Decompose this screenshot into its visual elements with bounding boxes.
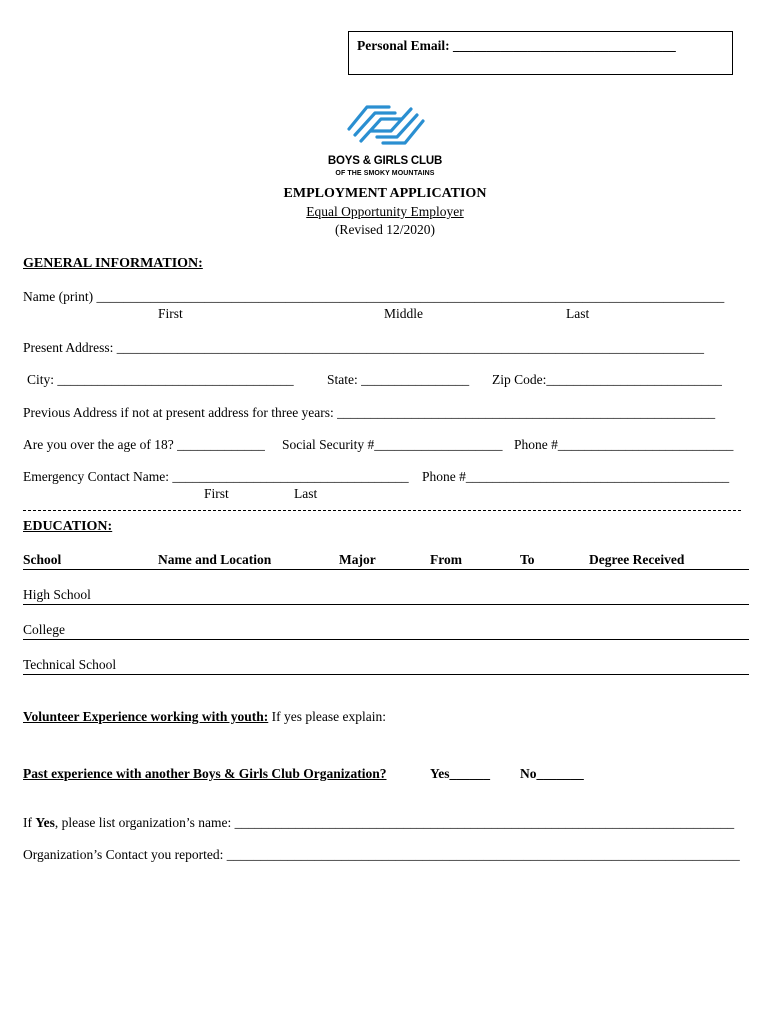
organization-name-label: , please list organization’s name: __________________________________________________________________________ [54,815,735,830]
volunteer-label: Volunteer Experience working with youth: [23,709,269,724]
column-degree-received: Degree Received [589,552,685,567]
column-from: From [430,552,462,567]
volunteer-prompt: If yes please explain: [268,709,386,724]
column-school: School [23,552,62,567]
logo-name-line1: BOYS & GIRLS CLUB [327,155,443,167]
column-major: Major [339,552,376,567]
emergency-phone-field[interactable]: Phone #_______________________________________ [422,469,730,484]
city-field[interactable]: City: ___________________________________ [27,372,294,387]
education-row-high-school: High School [23,587,91,602]
page-subtitle: Equal Opportunity Employer [306,204,464,219]
education-row-technical-school: Technical School [23,657,117,672]
age-18-field[interactable]: Are you over the age of 18? _____________ [23,437,265,452]
general-info-heading: GENERAL INFORMATION: [23,256,203,271]
technical-school-entry-line[interactable] [23,674,749,675]
phone-field[interactable]: Phone #__________________________ [514,437,734,452]
past-experience-yes[interactable]: Yes______ [430,766,490,781]
education-row-college: College [23,622,65,637]
present-address-field[interactable]: Present Address: _______________________________________________________________________________________ [23,340,704,355]
header-rule [23,569,749,570]
high-school-entry-line[interactable] [23,604,749,605]
name-middle-label: Middle [384,306,423,321]
name-print-field[interactable]: Name (print) _____________________________________________________________________________________________ [23,289,725,304]
name-last-label: Last [566,306,590,321]
college-entry-line[interactable] [23,639,749,640]
column-to: To [520,552,535,567]
volunteer-experience-question [23,709,386,725]
organization-contact-field[interactable]: Organization’s Contact you reported: ____________________________________________________________________________ [23,847,740,862]
if-yes-word: Yes [35,815,55,830]
page-title: EMPLOYMENT APPLICATION [283,186,487,201]
organization-name-field[interactable] [23,815,734,831]
zip-code-field[interactable]: Zip Code:__________________________ [492,372,722,387]
if-yes-prefix: If [23,815,36,830]
emergency-first-label: First [204,486,229,501]
past-experience-question: Past experience with another Boys & Girls Club Organization? [23,766,387,781]
social-security-field[interactable]: Social Security #___________________ [282,437,503,452]
handshake-logo-icon [345,99,427,154]
column-name-location: Name and Location [158,552,272,567]
state-field[interactable]: State: ________________ [327,372,470,387]
emergency-contact-field[interactable]: Emergency Contact Name: ___________________________________ [23,469,409,484]
emergency-last-label: Last [294,486,318,501]
name-first-label: First [158,306,183,321]
logo-name-line2: OF THE SMOKY MOUNTAINS [335,170,435,177]
previous-address-field[interactable]: Previous Address if not at present address for three years: ________________________________________________________ [23,405,716,420]
past-experience-no[interactable]: No_______ [520,766,584,781]
section-divider [23,510,741,511]
education-heading: EDUCATION: [23,519,113,534]
revision-date: (Revised 12/2020) [334,222,436,237]
personal-email-field[interactable]: Personal Email: _________________________________ [357,38,676,53]
